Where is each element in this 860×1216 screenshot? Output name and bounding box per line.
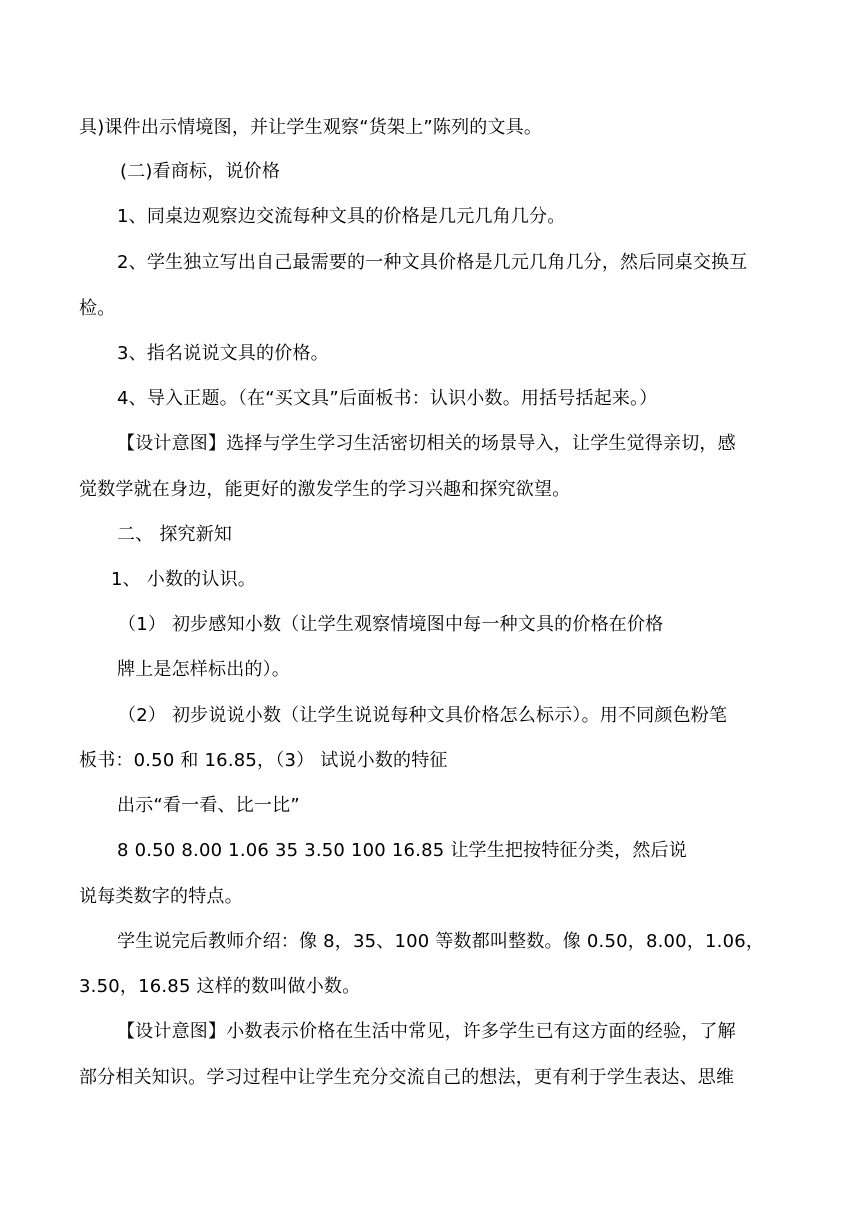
text-line: 1、同桌边观察边交流每种文具的价格是几元几角几分。 [117,206,566,227]
text-line: （1） 初步感知小数（让学生观察情境图中每一种文具的价格在价格 [118,614,664,635]
text-line: 3、指名说说文具的价格。 [117,343,329,364]
text-line: 1、 小数的认识。 [111,569,256,590]
text-line: 4、导入正题。（在“买文具”后面板书：认识小数。用括号括起来。） [117,388,658,409]
text-line: 部分相关知识。学习过程中让学生充分交流自己的想法，更有利于学生表达、思维 [79,1067,735,1088]
text-line: (二)看商标，说价格 [120,161,281,182]
text-line: 【设计意图】选择与学生学习生活密切相关的场景导入，让学生觉得亲切，感 [117,433,736,454]
text-line: 【设计意图】小数表示价格在生活中常见，许多学生已有这方面的经验，了解 [117,1021,736,1042]
text-line: 学生说完后教师介绍：像 8，35、100 等数都叫整数。像 0.50，8.00，1.06， [117,931,765,952]
text-line: 出示“看一看、比一比” [117,795,300,816]
text-line: 2、学生独立写出自己最需要的一种文具价格是几元几角几分，然后同桌交换互 [117,252,748,273]
text-line: 觉数学就在身边，能更好的激发学生的学习兴趣和探究欲望。 [79,479,571,500]
text-line: （2） 初步说说小数（让学生说说每种文具价格怎么标示）。用不同颜色粉笔 [118,705,728,726]
text-line: 3.50，16.85 这样的数叫做小数。 [79,976,361,997]
text-line: 牌上是怎样标出的）。 [117,659,290,680]
text-line: 说每类数字的特点。 [79,886,243,907]
text-line: 具)课件出示情境图，并让学生观察“货架上”陈列的文具。 [79,117,543,138]
text-line: 板书：0.50 和 16.85，（3） 试说小数的特征 [79,750,448,771]
text-line: 检。 [79,298,116,319]
section-heading: 二、 探究新知 [117,524,233,545]
text-line: 8 0.50 8.00 1.06 35 3.50 100 16.85 让学生把按特征分类，然后说 [117,840,687,861]
